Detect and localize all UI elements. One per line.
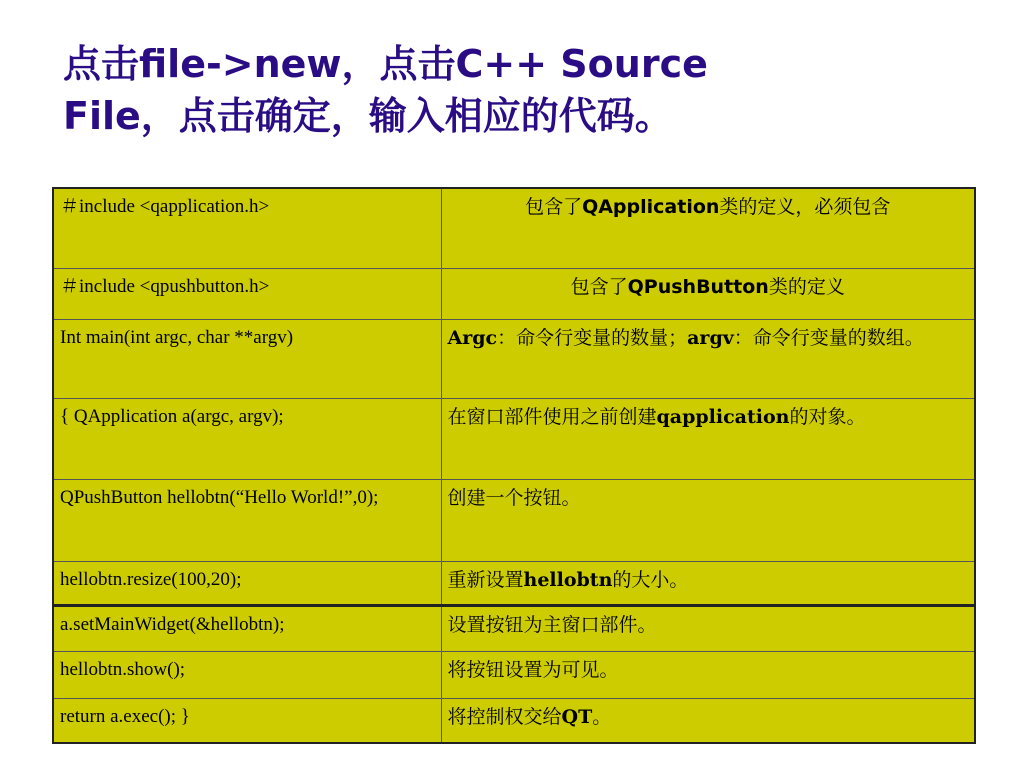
code-cell: { QApplication a(argc, argv); xyxy=(53,398,441,479)
description-text: 重新设置 xyxy=(447,569,524,592)
description-text: ：命令行变量的数量； xyxy=(497,326,688,349)
description-text: 将控制权交给 xyxy=(447,706,562,729)
description-text: QApplication xyxy=(582,196,720,218)
code-cell: ＃include <qapplication.h> xyxy=(53,188,441,268)
table-row xyxy=(53,606,975,652)
slide-title-line-2: File，点击确定，输入相应的代码。 xyxy=(63,94,673,138)
description-text: 将按钮设置为可见。 xyxy=(447,659,619,682)
description-text: 包含了 xyxy=(570,275,628,298)
code-explanation-table xyxy=(52,187,976,744)
description-text: QT xyxy=(561,706,593,729)
table-row xyxy=(53,319,975,398)
description-text: 创建一个按钮。 xyxy=(447,487,581,509)
description-text: 的对象。 xyxy=(789,405,866,428)
table-row xyxy=(53,398,975,479)
description-text: hellobtn xyxy=(523,569,613,592)
table-row xyxy=(53,562,975,606)
table-row xyxy=(53,268,975,319)
table-row xyxy=(53,480,975,562)
description-text: 。 xyxy=(592,706,612,729)
code-cell: QPushButton hellobtn(“Hello World!”,0); xyxy=(53,480,441,562)
description-cell xyxy=(441,652,975,699)
code-cell: a.setMainWidget(&hellobtn); xyxy=(53,606,441,652)
description-cell xyxy=(441,699,975,743)
description-cell xyxy=(441,562,975,606)
description-text: ：命令行变量的数组。 xyxy=(733,326,924,349)
code-cell: Int main(int argc, char **argv) xyxy=(53,319,441,398)
slide-title-line-1: 点击file->new，点击C++ Source xyxy=(63,42,708,86)
table-row xyxy=(53,699,975,743)
code-cell: hellobtn.resize(100,20); xyxy=(53,562,441,606)
description-text: QPushButton xyxy=(627,275,769,298)
table-row xyxy=(53,652,975,699)
table-row xyxy=(53,188,975,268)
code-cell: return a.exec(); } xyxy=(53,699,441,743)
description-text: argv xyxy=(687,326,734,349)
description-text: 的大小。 xyxy=(612,569,689,592)
code-cell: ＃include <qpushbutton.h> xyxy=(53,268,441,319)
description-cell xyxy=(441,606,975,652)
description-cell xyxy=(441,188,975,268)
description-cell xyxy=(441,319,975,398)
slide-title xyxy=(63,38,963,142)
description-cell xyxy=(441,268,975,319)
description-cell xyxy=(441,480,975,562)
description-text: qapplication xyxy=(656,405,790,428)
description-text: 类的定义，必须包含 xyxy=(719,196,891,218)
description-text: 设置按钮为主窗口部件。 xyxy=(447,614,657,637)
description-text: Argc xyxy=(447,326,498,349)
description-text: 包含了 xyxy=(525,196,583,218)
description-text: 类的定义 xyxy=(768,275,845,298)
code-cell: hellobtn.show(); xyxy=(53,652,441,699)
description-cell xyxy=(441,398,975,479)
description-text: 在窗口部件使用之前创建 xyxy=(447,405,657,428)
